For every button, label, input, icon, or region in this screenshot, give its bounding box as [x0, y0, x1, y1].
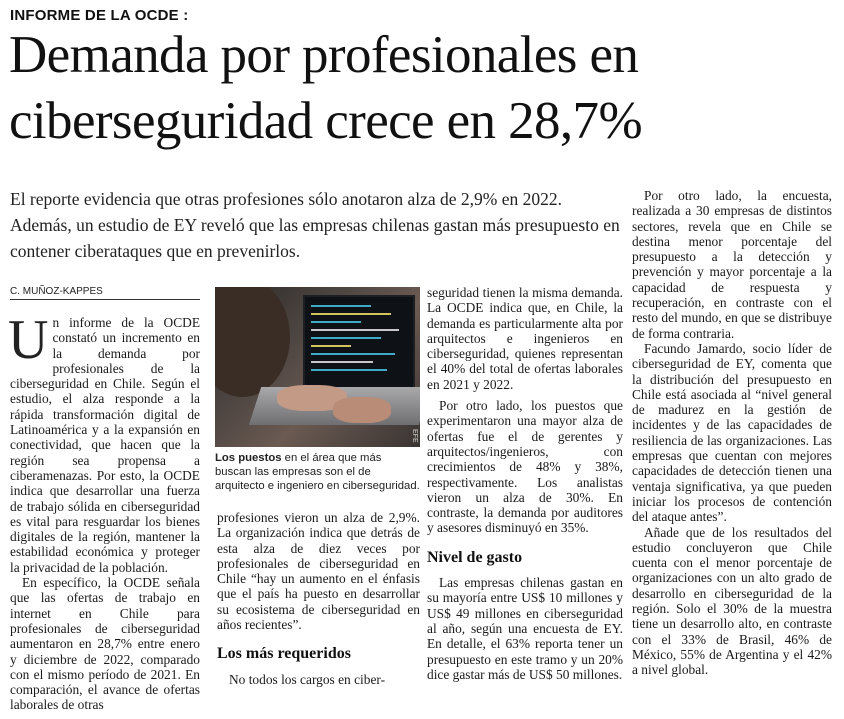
byline: C. MUÑOZ-KAPPES	[10, 286, 103, 297]
article-column-1	[8, 309, 200, 713]
column-4-paragraph-1: Por otro lado, la encuesta, realizada a 30 empresas de distintos sectores, revela que en Chile se destina menor porcentaje del presupuesto a la detección y prevención y mayor porcentaje a la capacidad de respuesta y recuperación, en contraste con el resto del mundo, en que se distribuye de forma contraria.	[632, 188, 832, 341]
article-column-3	[427, 285, 623, 682]
caption-text: en el área que más buscan las empresas son el de arquitecto e ingeniero en ciberseguridad.	[215, 452, 420, 492]
article-photo	[215, 287, 420, 447]
headline-line-2: ciberseguridad crece en 28,7%	[9, 92, 642, 150]
column-3-paragraph-1: seguridad tienen la misma demanda. La OCDE indica que, en Chile, la demanda es particularmente alta por arquitectos e ingenieros en ciberseguridad, quienes representan el 40% del total de ofertas laborales en 2021 y 2022.	[427, 285, 623, 392]
byline-rule	[10, 299, 200, 300]
article-column-4	[632, 188, 832, 678]
article-column-2	[217, 510, 420, 687]
right-hand	[333, 397, 391, 423]
headline-line-1: Demanda por profesionales en	[9, 26, 639, 84]
caption-bold: Los puestos	[215, 452, 282, 464]
subhead-nivel-de-gasto: Nivel de gasto	[427, 548, 523, 566]
headline	[9, 22, 839, 154]
subhead-los-mas-requeridos: Los más requeridos	[217, 645, 351, 663]
photo-caption	[215, 451, 420, 493]
column-3-paragraph-2: Por otro lado, los puestos que experimentaron una mayor alza de ofertas fue el de gerentes y arquitectos/ingenieros, con crecimientos de 48% y 38%, respectivamente. Los analistas vieron un alza de 30%. En contraste, la demanda por auditores y asesores disminuyó en 35%.	[427, 398, 623, 536]
person-silhouette	[215, 287, 290, 397]
laptop-screen	[303, 295, 415, 391]
column-4-paragraph-2: Facundo Jamardo, socio líder de ciberseguridad de EY, comenta que la distribución del presupuesto en Chile está asociada al “nivel general de madurez en la gestión de incidentes y de las capacidades de resiliencia de las organizaciones. Las empresas que cuentan con mejores capacidades de detección tienen una ventaja significativa, ya que pueden iniciar los procesos de contención del ataque antes”.	[632, 340, 832, 525]
dropcap: U	[8, 309, 49, 371]
column-1-paragraph-1	[8, 309, 200, 575]
column-2-paragraph-1: profesiones vieron un alza de 2,9%. La organización indica que detrás de esta alza de diez veces por profesionales de ciberseguridad en Chile “hay un aumento en el énfasis que el país ha puesto en desarrollar su ecosistema de ciberseguridad en años recientes”.	[217, 510, 420, 633]
lead-paragraph: El reporte evidencia que otras profesiones sólo anotaron alza de 2,9% en 2022. Además, un estudio de EY reveló que las empresas chilenas gastan más presupuesto en contener ciberataques que en prevenirlos.	[10, 189, 620, 261]
column-1-paragraph-2: En específico, la OCDE señala que las ofertas de trabajo en internet en Chile para profesionales de ciberseguridad aumentaron en 28,7% entre enero y diciembre de 2022, comparado con el mismo período de 2021. En comparación, el avance de ofertas laborales de otras	[10, 575, 200, 713]
column-2-paragraph-2: No todos los cargos en ciber-	[229, 671, 386, 687]
photo-credit: EFE	[411, 429, 418, 443]
column-1-paragraph-1-text: n informe de la OCDE constató un incremento en la demanda por profesionales de la ciberseguridad en Chile. Según el estudio, el alza responde a la rápida transformación digital de Latinoamérica y a la expansión en conectividad, que hacen que la región sea propensa a ciberamenazas. Por esto, la OCDE indica que desarrollar una fuerza de trabajo sólida en ciberseguridad es vital para resguardar los bienes digitales de la región, mantener la estabilidad económica y proteger la privacidad de la población.	[10, 315, 200, 575]
column-4-paragraph-3: Añade que de los resultados del estudio concluyeron que Chile cuenta con el menor porcentaje de organizaciones con un alto grado de desarrollo en ciberseguridad de la región. Solo el 30% de la muestra tiene un desarrollo alto, en contraste con el 33% de Brasil, 46% de México, 55% de Argentina y el 42% a nivel global.	[632, 524, 832, 678]
section-kicker: INFORME DE LA OCDE :	[10, 7, 189, 24]
column-3-paragraph-3: Las empresas chilenas gastan en su mayoría entre US$ 10 millones y US$ 49 millones en ciberseguridad al año, según una encuesta de EY. En detalle, el 63% reporta tener un presupuesto en este tramo y un 20% dice gastar más de US$ 50 millones.	[427, 575, 623, 682]
